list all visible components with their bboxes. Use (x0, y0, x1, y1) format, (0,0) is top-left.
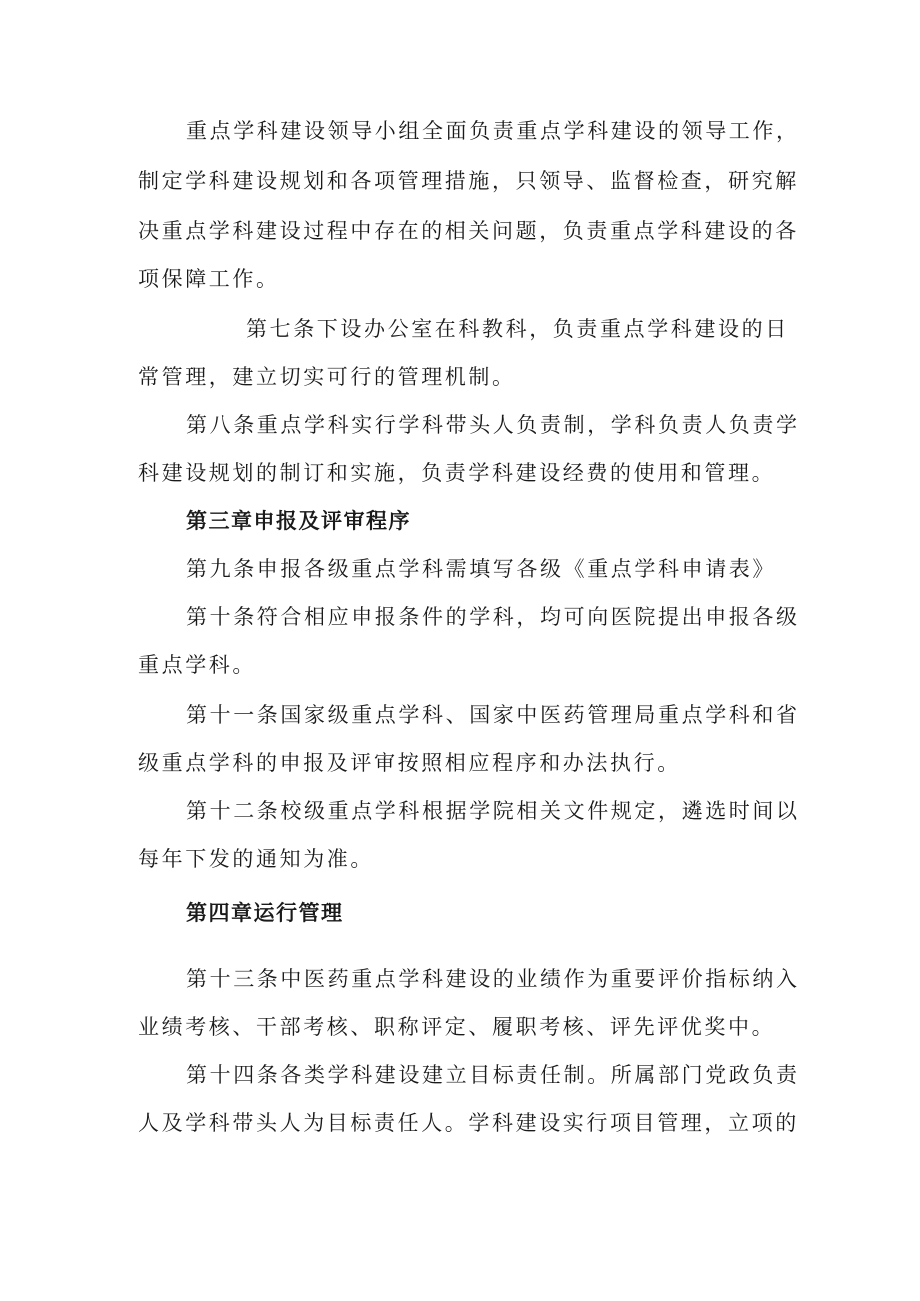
paragraph-line: 第七条下设办公室在科教科，负责重点学科建设的日 (246, 317, 789, 341)
paragraph-line: 每年下发的通知为准。 (138, 847, 374, 871)
paragraph-line: 第九条申报各级重点学科需填写各级《重点学科申请表》 (186, 557, 776, 581)
paragraph-line: 第十三条中医药重点学科建设的业绩作为重要评价指标纳入 (186, 967, 800, 991)
paragraph-line: 第十二条校级重点学科根据学院相关文件规定，遴选时间以 (186, 799, 800, 823)
paragraph-line: 第十条符合相应申报条件的学科，均可向医院提出申报各级 (186, 605, 800, 629)
paragraph-line: 第十四条各类学科建设建立目标责任制。所属部门党政负责 (186, 1063, 800, 1087)
paragraph-line: 第十一条国家级重点学科、国家中医药管理局重点学科和省 (186, 703, 800, 727)
chapter-heading: 第三章申报及评审程序 (186, 509, 411, 533)
paragraph-line: 项保障工作。 (138, 267, 280, 291)
paragraph-line: 级重点学科的申报及评审按照相应程序和办法执行。 (138, 751, 681, 775)
paragraph-line: 制定学科建设规划和各项管理措施，只领导、监督检查，研究解 (138, 169, 799, 193)
paragraph-line: 科建设规划的制订和实施，负责学科建设经费的使用和管理。 (138, 461, 776, 485)
paragraph-line: 重点学科建设领导小组全面负责重点学科建设的领导工作， (186, 119, 800, 143)
paragraph-line: 业绩考核、干部考核、职称评定、履职考核、评先评优奖中。 (138, 1015, 776, 1039)
paragraph-line: 重点学科。 (138, 653, 256, 677)
chapter-heading: 第四章运行管理 (186, 901, 344, 925)
paragraph-line: 决重点学科建设过程中存在的相关问题，负责重点学科建设的各 (138, 219, 799, 243)
paragraph-line: 常管理，建立切实可行的管理机制。 (138, 365, 516, 389)
paragraph-line: 第八条重点学科实行学科带头人负责制，学科负责人负责学 (186, 413, 800, 437)
paragraph-line: 人及学科带头人为目标责任人。学科建设实行项目管理，立项的 (138, 1111, 799, 1135)
